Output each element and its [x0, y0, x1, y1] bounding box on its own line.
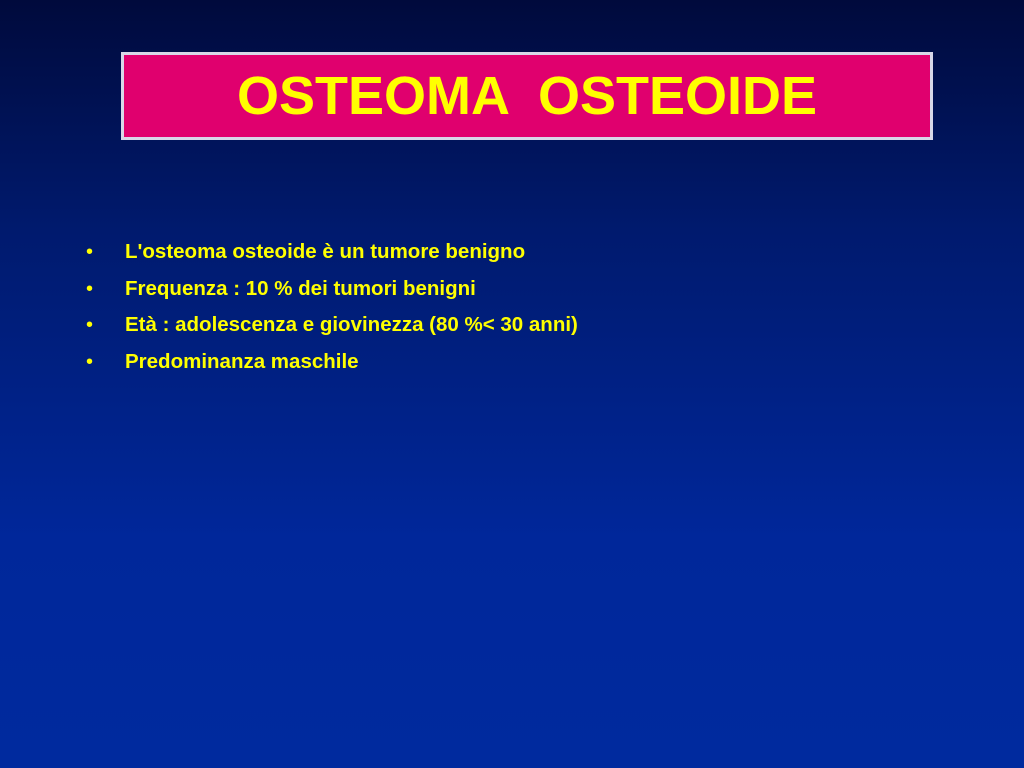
bullet-text: L'osteoma osteoide è un tumore benigno [125, 240, 526, 263]
bullet-list [86, 240, 578, 386]
bullet-text: Frequenza : 10 % dei tumori benigni [125, 276, 476, 300]
bullet-text: Predominanza maschile [125, 349, 359, 373]
bullet-text: Età : adolescenza e giovinezza (80 %< 30 anni) [125, 313, 578, 336]
bullet-item [86, 350, 578, 387]
bullet-icon: • [86, 241, 94, 263]
bullet-icon: • [86, 277, 94, 300]
bullet-item [86, 277, 578, 314]
slide-title: OSTEOMA OSTEOIDE [236, 66, 818, 126]
bullet-icon: • [86, 350, 94, 373]
bullet-item [86, 240, 578, 277]
bullet-icon: • [86, 314, 94, 336]
title-box [121, 52, 933, 140]
bullet-item [86, 313, 578, 350]
